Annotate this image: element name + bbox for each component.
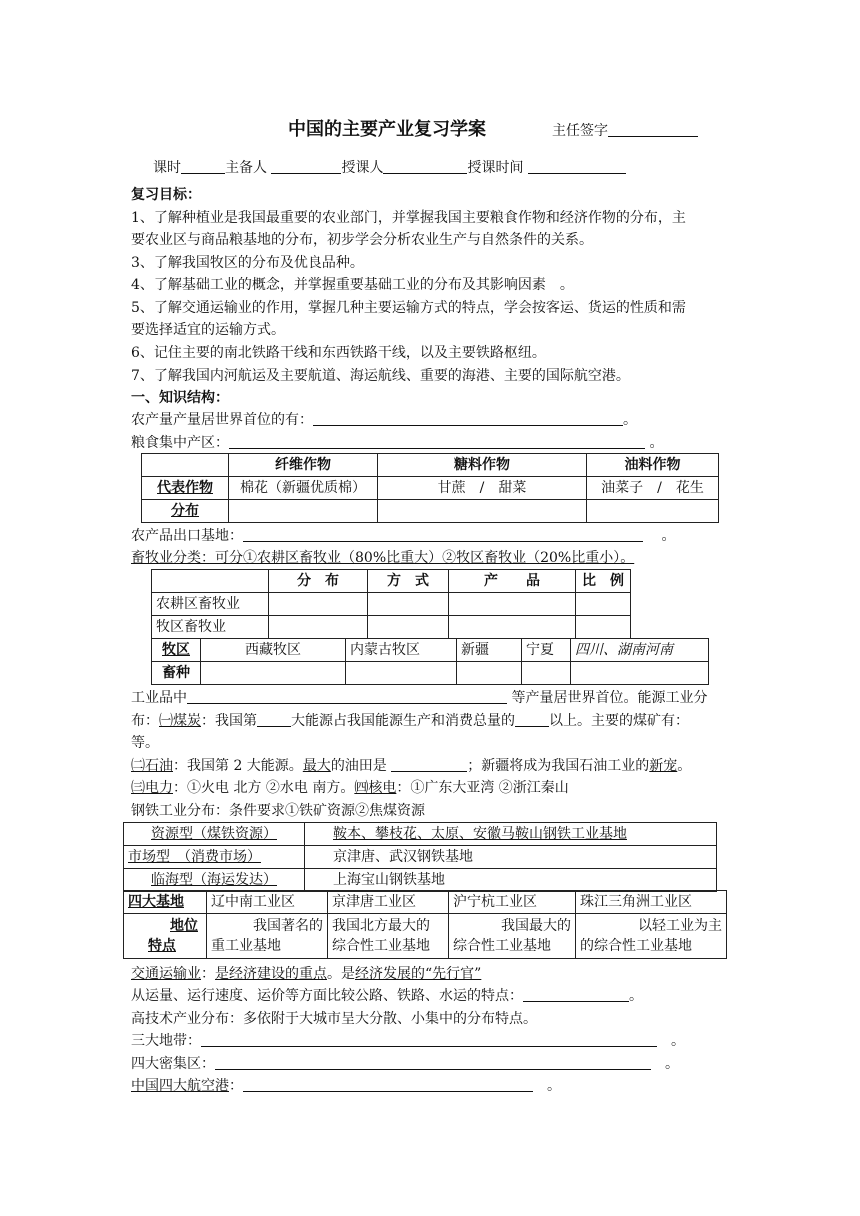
industry-line (131, 688, 707, 708)
table-cell[interactable] (368, 616, 449, 639)
four-dense-line: 四大密集区： 。 (131, 1056, 679, 1072)
table-row (124, 846, 717, 869)
table-cell[interactable] (346, 662, 457, 685)
table-row (124, 891, 727, 914)
table-row (152, 662, 709, 685)
feature-label: 地位 (170, 918, 198, 934)
three-belts-label: 三大地带： (131, 1033, 201, 1049)
export-base-label: 农产品出口基地： (131, 528, 243, 544)
feature-text: 以轻工业为主 (638, 918, 722, 934)
table-row-label: 分布 (142, 500, 229, 523)
transport-compare-line: 从运量、运行速度、运价等方面比较公路、铁路、水运的特点： 。 (131, 988, 643, 1004)
table-header: 分 布 (269, 570, 368, 593)
table-row-label: 市场型 （消费市场） (124, 846, 305, 869)
feature-text: 的综合性工业基地 (580, 938, 692, 954)
table-cell[interactable] (449, 616, 576, 639)
crop-table (141, 453, 719, 523)
table-header: 方 式 (368, 570, 449, 593)
table-cell (449, 914, 576, 959)
knowledge-heading: 一、知识结构： (131, 390, 229, 406)
three-belts-line: 三大地带： 。 (131, 1033, 685, 1049)
livestock-class-text: 畜牧业分类：可分①农耕区畜牧业（80%比重大）②牧区畜牧业（20%比重小）。 (131, 550, 635, 566)
goal-line: 要选择适宜的运输方式。 (131, 322, 285, 338)
export-base-field[interactable] (243, 527, 643, 542)
table-header: 糖料作物 (378, 454, 587, 477)
sign-field[interactable] (608, 122, 698, 137)
info-preparer: 主备人 (225, 160, 267, 176)
table-cell[interactable] (378, 500, 587, 523)
table-cell (142, 454, 229, 477)
power-label: ㈢电力 (131, 780, 173, 796)
table-row-label: 畜种 (152, 662, 201, 685)
table-row-label: 牧区 (152, 639, 201, 662)
goal-line: 1、了解种植业是我国最重要的农业部门，并掌握我国主要粮食作物和经济作物的分布，主 (131, 210, 686, 226)
table-cell: 西藏牧区 (201, 639, 346, 662)
oil-text: ：我国第 2 大能源。 (173, 758, 303, 774)
transport-text: 交通运输业 (131, 966, 201, 982)
nuclear-text: ：①广东大亚湾 ②浙江秦山 (396, 780, 569, 796)
table-cell: 油菜子 / 花生 (587, 477, 719, 500)
goal-line: 7、了解我国内河航运及主要航道、海运航线、重要的海港、主要的国际航空港。 (131, 368, 630, 384)
coal-rank-field[interactable] (257, 712, 291, 727)
table-cell[interactable] (522, 662, 571, 685)
table-row-label: 四大基地 (124, 891, 207, 914)
table-cell: 鞍本、攀枝花、太原、安徽马鞍山钢铁工业基地 (305, 823, 717, 846)
table-cell[interactable] (457, 662, 522, 685)
table-cell[interactable] (368, 593, 449, 616)
industry-text: 布： (131, 713, 159, 729)
table-row (124, 823, 717, 846)
table-cell (152, 570, 269, 593)
preparer-field[interactable] (271, 159, 341, 174)
table-cell[interactable] (571, 662, 709, 685)
transport-line (131, 964, 481, 984)
transport-compare-label: 从运量、运行速度、运价等方面比较公路、铁路、水运的特点： (131, 988, 523, 1004)
transport-compare-field[interactable] (523, 987, 629, 1002)
table-cell: 京津唐工业区 (328, 891, 449, 914)
transport-text: 是经济建设的重点 (215, 966, 327, 982)
industry-field[interactable] (187, 689, 507, 704)
feature-label: 特点 (148, 938, 176, 954)
table-header: 纤维作物 (229, 454, 378, 477)
table-header: 产 品 (449, 570, 576, 593)
teacher-field[interactable] (383, 159, 467, 174)
livestock-class-line (131, 548, 634, 568)
table-row-label: 农耕区畜牧业 (152, 593, 269, 616)
feature-text: 综合性工业基地 (332, 938, 430, 954)
steel-table (123, 822, 717, 892)
goal-line: 要农业区与商品粮基地的分布，初步学会分析农业生产与自然条件的关系。 (131, 232, 593, 248)
transport-text: ： (201, 966, 215, 982)
coal-share-field[interactable] (515, 712, 549, 727)
table-cell (576, 914, 727, 959)
page-title: 中国的主要产业复习学案 (288, 119, 486, 140)
table-header: 比 例 (576, 570, 631, 593)
oil-text: 的油田是 (330, 758, 387, 774)
table-row (124, 914, 727, 959)
table-cell[interactable] (201, 662, 346, 685)
table-row (142, 454, 719, 477)
feature-text: 重工业基地 (211, 938, 281, 954)
table-row-label: 资源型（煤铁资源） (124, 823, 305, 846)
table-cell (207, 914, 328, 959)
four-dense-label: 四大密集区： (131, 1056, 215, 1072)
ag-first-label: 农产量产量居世界首位的有： (131, 412, 313, 428)
table-row (152, 593, 631, 616)
export-base-line: 农产品出口基地： 。 (131, 528, 676, 544)
table-row (152, 616, 631, 639)
sign-label: 主任签字 (552, 123, 608, 139)
coal-line (131, 711, 689, 731)
airports-label: 中国四大航空港 (131, 1078, 229, 1094)
ag-first-field[interactable] (313, 411, 623, 426)
table-cell: 四川、湖南河南 (571, 639, 709, 662)
four-dense-field[interactable] (215, 1055, 651, 1070)
industry-text: ：我国第 (201, 713, 257, 729)
table-row-label (124, 914, 207, 959)
table-cell[interactable] (229, 500, 378, 523)
hightech-line: 高技术产业分布：多依附于大城市呈大分散、小集中的分布特点。 (131, 1011, 537, 1027)
airports-colon: ： (229, 1078, 243, 1094)
goal-line: 3、了解我国牧区的分布及优良品种。 (131, 255, 364, 271)
goal-line: 6、记住主要的南北铁路干线和东西铁路干线，以及主要铁路枢纽。 (131, 345, 546, 361)
table-cell: 甘蔗 / 甜菜 (378, 477, 587, 500)
table-cell[interactable] (269, 593, 368, 616)
four-bases-table (123, 890, 727, 959)
transport-text: 经济发展的“先行官” (355, 966, 482, 982)
oil-text: 新宠 (649, 758, 678, 774)
table-row-label: 牧区畜牧业 (152, 616, 269, 639)
ag-first-line: 农产量产量居世界首位的有： 。 (131, 412, 637, 428)
oil-text: ；新疆将成为我国石油工业的 (467, 758, 650, 774)
table-row (152, 639, 709, 662)
table-cell: 辽中南工业区 (207, 891, 328, 914)
table-cell[interactable] (576, 593, 631, 616)
table-cell: 棉花（新疆优质棉） (229, 477, 378, 500)
sign-row (552, 121, 698, 141)
oil-label: ㈡石油 (131, 758, 173, 774)
table-cell: 上海宝山钢铁基地 (305, 869, 717, 892)
table-cell: 宁夏 (522, 639, 571, 662)
oil-text: 。 (677, 758, 692, 774)
table-row (142, 500, 719, 523)
info-period: 课时 (153, 160, 181, 176)
table-row (152, 570, 631, 593)
info-teacher: 授课人 (341, 160, 384, 176)
feature-text: 我国最大的 (501, 918, 571, 934)
table-cell[interactable] (449, 593, 576, 616)
table-cell: 珠江三角洲工业区 (576, 891, 727, 914)
goal-line: 4、了解基础工业的概念，并掌握重要基础工业的分布及其影响因素 。 (131, 277, 574, 293)
oil-text: 最大 (302, 758, 331, 774)
industry-text: 以上。主要的煤矿有： (549, 713, 689, 729)
grain-area-line: 粮食集中产区： 。 (131, 435, 664, 451)
goals-heading: 复习目标： (131, 187, 201, 203)
period-field[interactable] (181, 159, 225, 174)
table-cell: 内蒙古牧区 (346, 639, 457, 662)
info-time: 授课时间 (467, 160, 524, 176)
nuclear-label: ㈣核电 (354, 780, 397, 796)
livestock-table (151, 569, 631, 639)
industry-line: 等。 (131, 735, 159, 751)
feature-text: 我国北方最大的 (332, 918, 430, 934)
table-header: 油料作物 (587, 454, 719, 477)
time-field[interactable] (528, 159, 626, 174)
airports-line: 中国四大航空港： 。 (131, 1078, 561, 1094)
table-row-label: 临海型（海运发达） (124, 869, 305, 892)
grain-area-label: 粮食集中产区： (131, 435, 229, 451)
power-line (131, 778, 569, 798)
power-text: ：①火电 北方 ②水电 南方。 (173, 780, 355, 796)
transport-text: 。是 (327, 966, 355, 982)
coal-label: ㈠煤炭 (159, 713, 201, 729)
airports-field[interactable] (243, 1077, 533, 1092)
grain-area-field[interactable] (229, 434, 645, 449)
table-cell: 京津唐、武汉钢铁基地 (305, 846, 717, 869)
feature-text: 我国著名的 (253, 918, 323, 934)
industry-text: 工业品中 (131, 690, 187, 706)
goal-line: 5、了解交通运输业的作用，掌握几种主要运输方式的特点，学会按客运、货运的性质和需 (131, 300, 686, 316)
industry-text: 等产量居世界首位。能源工业分 (511, 690, 708, 706)
industry-text: 大能源占我国能源生产和消费总量的 (291, 713, 515, 729)
steel-line: 钢铁工业分布：条件要求①铁矿资源②焦煤资源 (131, 803, 425, 819)
table-row (142, 477, 719, 500)
info-line (153, 158, 626, 178)
three-belts-field[interactable] (201, 1032, 657, 1047)
table-cell[interactable] (269, 616, 368, 639)
table-cell[interactable] (587, 500, 719, 523)
feature-text: 综合性工业基地 (453, 938, 551, 954)
table-row-label: 代表作物 (142, 477, 229, 500)
pasture-table (151, 638, 709, 685)
oil-field[interactable] (391, 757, 467, 772)
table-cell: 沪宁杭工业区 (449, 891, 576, 914)
table-cell (328, 914, 449, 959)
oil-line (131, 756, 691, 776)
table-cell[interactable] (576, 616, 631, 639)
table-cell: 新疆 (457, 639, 522, 662)
table-row (124, 869, 717, 892)
